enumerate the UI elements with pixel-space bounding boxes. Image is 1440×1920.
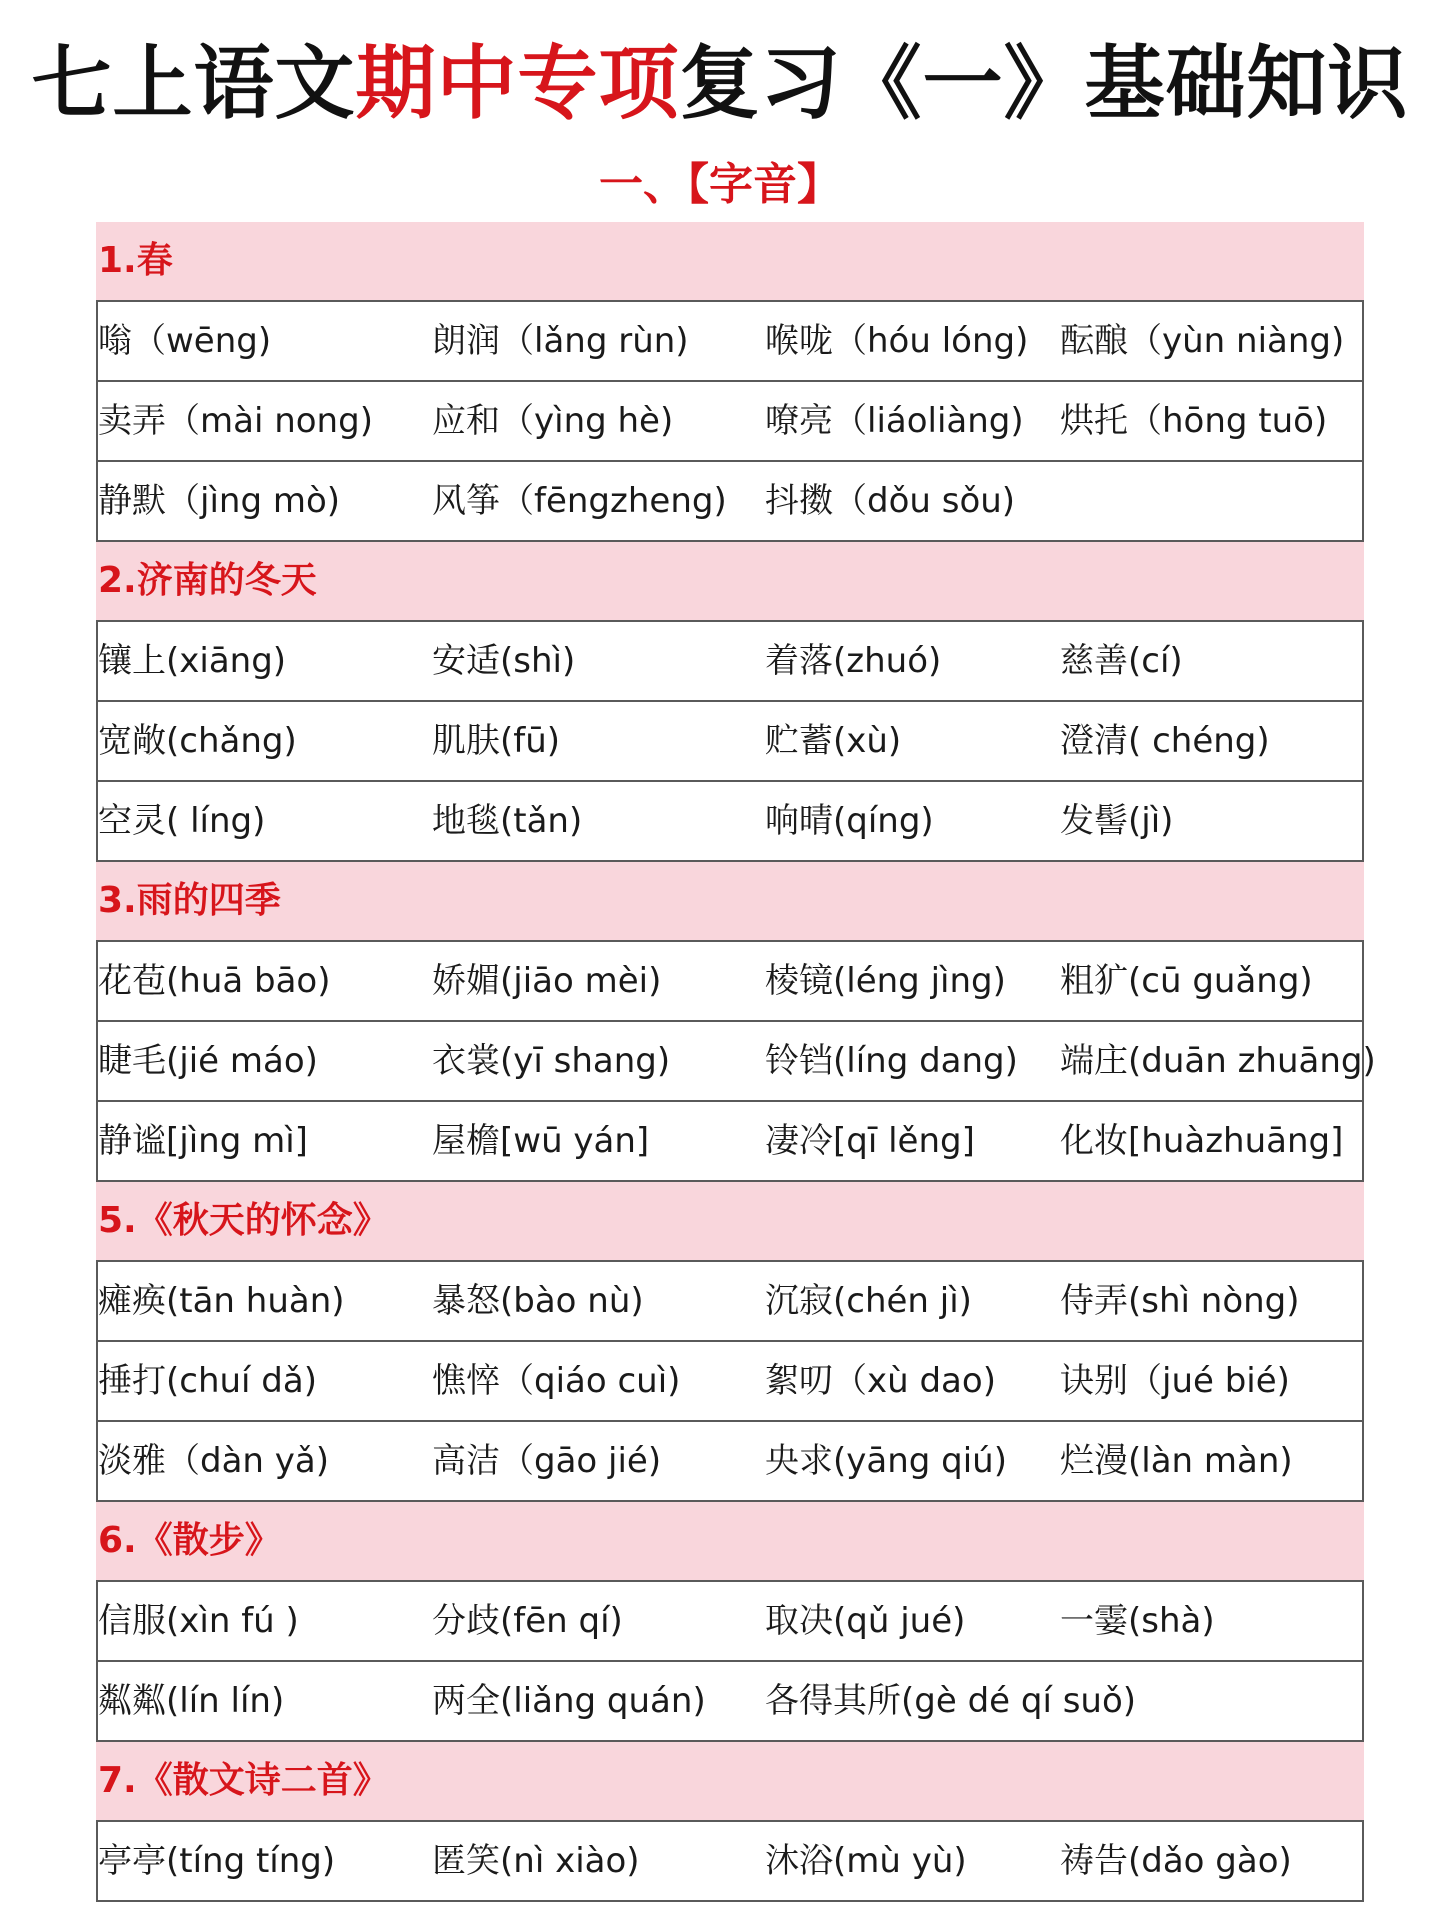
word-cell: 絮叨（xù dao) — [765, 1361, 996, 1401]
word-cell: 信服(xìn fú ) — [98, 1601, 299, 1641]
page-title — [0, 28, 1440, 138]
table-row — [98, 782, 1362, 862]
word-cell: 匿笑(nì xiào) — [432, 1841, 640, 1881]
lesson-header: 5.《秋天的怀念》 — [96, 1182, 1364, 1260]
word-cell: 沉寂(chén jì) — [765, 1281, 972, 1321]
word-cell: 嘹亮（liáoliàng) — [765, 401, 1024, 441]
lesson-header: 6.《散步》 — [96, 1502, 1364, 1580]
word-cell: 慈善(cí) — [1060, 641, 1183, 681]
word-cell: 空灵( líng) — [98, 801, 266, 841]
word-cell: 着落(zhuó) — [765, 641, 942, 681]
word-cell: 应和（yìng hè) — [432, 401, 674, 441]
word-cell: 烂漫(làn màn) — [1060, 1441, 1293, 1481]
word-cell: 酝酿（yùn niàng) — [1060, 321, 1345, 361]
word-cell: 抖擞（dǒu sǒu) — [765, 481, 1016, 521]
table-row — [98, 1022, 1376, 1102]
word-cell: 淡雅（dàn yǎ) — [98, 1441, 329, 1481]
word-cell: 花苞(huā bāo) — [98, 961, 331, 1001]
word-cell: 静谧[jìng mì] — [98, 1121, 308, 1161]
lesson-table — [96, 1820, 1364, 1902]
title-part-2: 期中专项 — [355, 36, 680, 130]
word-cell: 安适(shì) — [432, 641, 576, 681]
table-row — [98, 1342, 1362, 1422]
table-row — [98, 1422, 1362, 1502]
lesson-table — [96, 1260, 1364, 1502]
word-cell: 烘托（hōng tuō) — [1060, 401, 1328, 441]
word-cell: 宽敞(chǎng) — [98, 721, 297, 761]
word-cell: 屋檐[wū yán] — [432, 1121, 650, 1161]
word-cell: 镶上(xiāng) — [98, 641, 287, 681]
vocabulary-sheet — [96, 222, 1376, 1902]
word-cell: 一霎(shà) — [1060, 1601, 1215, 1641]
word-cell: 祷告(dǎo gào) — [1060, 1841, 1292, 1881]
word-cell: 喉咙（hóu lóng) — [765, 321, 1029, 361]
word-cell: 发髻(jì) — [1060, 801, 1174, 841]
word-cell: 捶打(chuí dǎ) — [98, 1361, 317, 1401]
table-row — [98, 382, 1362, 462]
word-cell: 暴怒(bào nù) — [432, 1281, 644, 1321]
word-cell: 风筝（fēngzheng) — [432, 481, 727, 521]
word-cell: 瘫痪(tān huàn) — [98, 1281, 345, 1321]
lesson-header: 2.济南的冬天 — [96, 542, 1364, 620]
word-cell: 憔悴（qiáo cuì) — [432, 1361, 681, 1401]
word-cell: 地毯(tǎn) — [432, 801, 583, 841]
word-cell: 沐浴(mù yù) — [765, 1841, 967, 1881]
table-row — [98, 1662, 1362, 1742]
word-cell: 亭亭(tíng tíng) — [98, 1841, 336, 1881]
lesson-table — [96, 300, 1364, 542]
lesson-table — [96, 620, 1364, 862]
lesson-table — [96, 1580, 1364, 1742]
lesson-header: 3.雨的四季 — [96, 862, 1364, 940]
word-cell: 肌肤(fū) — [432, 721, 561, 761]
table-row — [98, 462, 1362, 542]
word-cell: 粗犷(cū guǎng) — [1060, 961, 1313, 1001]
word-cell: 澄清( chéng) — [1060, 721, 1270, 761]
word-cell: 凄冷[qī lěng] — [765, 1121, 975, 1161]
word-cell: 贮蓄(xù) — [765, 721, 902, 761]
table-row — [98, 1102, 1362, 1182]
word-cell: 棱镜(léng jìng) — [765, 961, 1006, 1001]
word-cell: 衣裳(yī shang) — [432, 1041, 671, 1081]
word-cell: 侍弄(shì nòng) — [1060, 1281, 1300, 1321]
title-part-1: 七上语文 — [31, 36, 356, 130]
table-row — [98, 942, 1362, 1022]
lesson-header: 7.《散文诗二首》 — [96, 1742, 1364, 1820]
lesson-table — [96, 940, 1376, 1182]
word-cell: 娇媚(jiāo mèi) — [432, 961, 662, 1001]
title-part-3: 复习《一》基础知识 — [679, 36, 1409, 130]
table-row — [98, 1262, 1362, 1342]
word-cell: 化妆[huàzhuāng] — [1060, 1121, 1344, 1161]
word-cell: 粼粼(lín lín) — [98, 1681, 285, 1721]
word-cell: 静默（jìng mò) — [98, 481, 341, 521]
word-cell: 高洁（gāo jié) — [432, 1441, 662, 1481]
word-cell: 铃铛(líng dang) — [765, 1041, 1018, 1081]
word-cell: 睫毛(jié máo) — [98, 1041, 318, 1081]
word-cell: 取决(qǔ jué) — [765, 1601, 966, 1641]
table-row — [98, 622, 1362, 702]
table-row — [98, 702, 1362, 782]
table-row — [98, 302, 1362, 382]
word-cell: 各得其所(gè dé qí suǒ) — [765, 1681, 1137, 1721]
word-cell: 端庄(duān zhuāng) — [1060, 1041, 1376, 1081]
word-cell: 朗润（lǎng rùn) — [432, 321, 689, 361]
word-cell: 两全(liǎng quán) — [432, 1681, 706, 1721]
table-row — [98, 1582, 1362, 1662]
word-cell: 响晴(qíng) — [765, 801, 934, 841]
word-cell: 卖弄（mài nong) — [98, 401, 373, 441]
word-cell: 嗡（wēng) — [98, 321, 272, 361]
word-cell: 诀别（jué bié) — [1060, 1361, 1290, 1401]
word-cell: 央求(yāng qiú) — [765, 1441, 1008, 1481]
section-heading: 一、【字音】 — [599, 159, 841, 210]
lesson-header: 1.春 — [96, 222, 1364, 300]
table-row — [98, 1822, 1362, 1902]
word-cell: 分歧(fēn qí) — [432, 1601, 623, 1641]
